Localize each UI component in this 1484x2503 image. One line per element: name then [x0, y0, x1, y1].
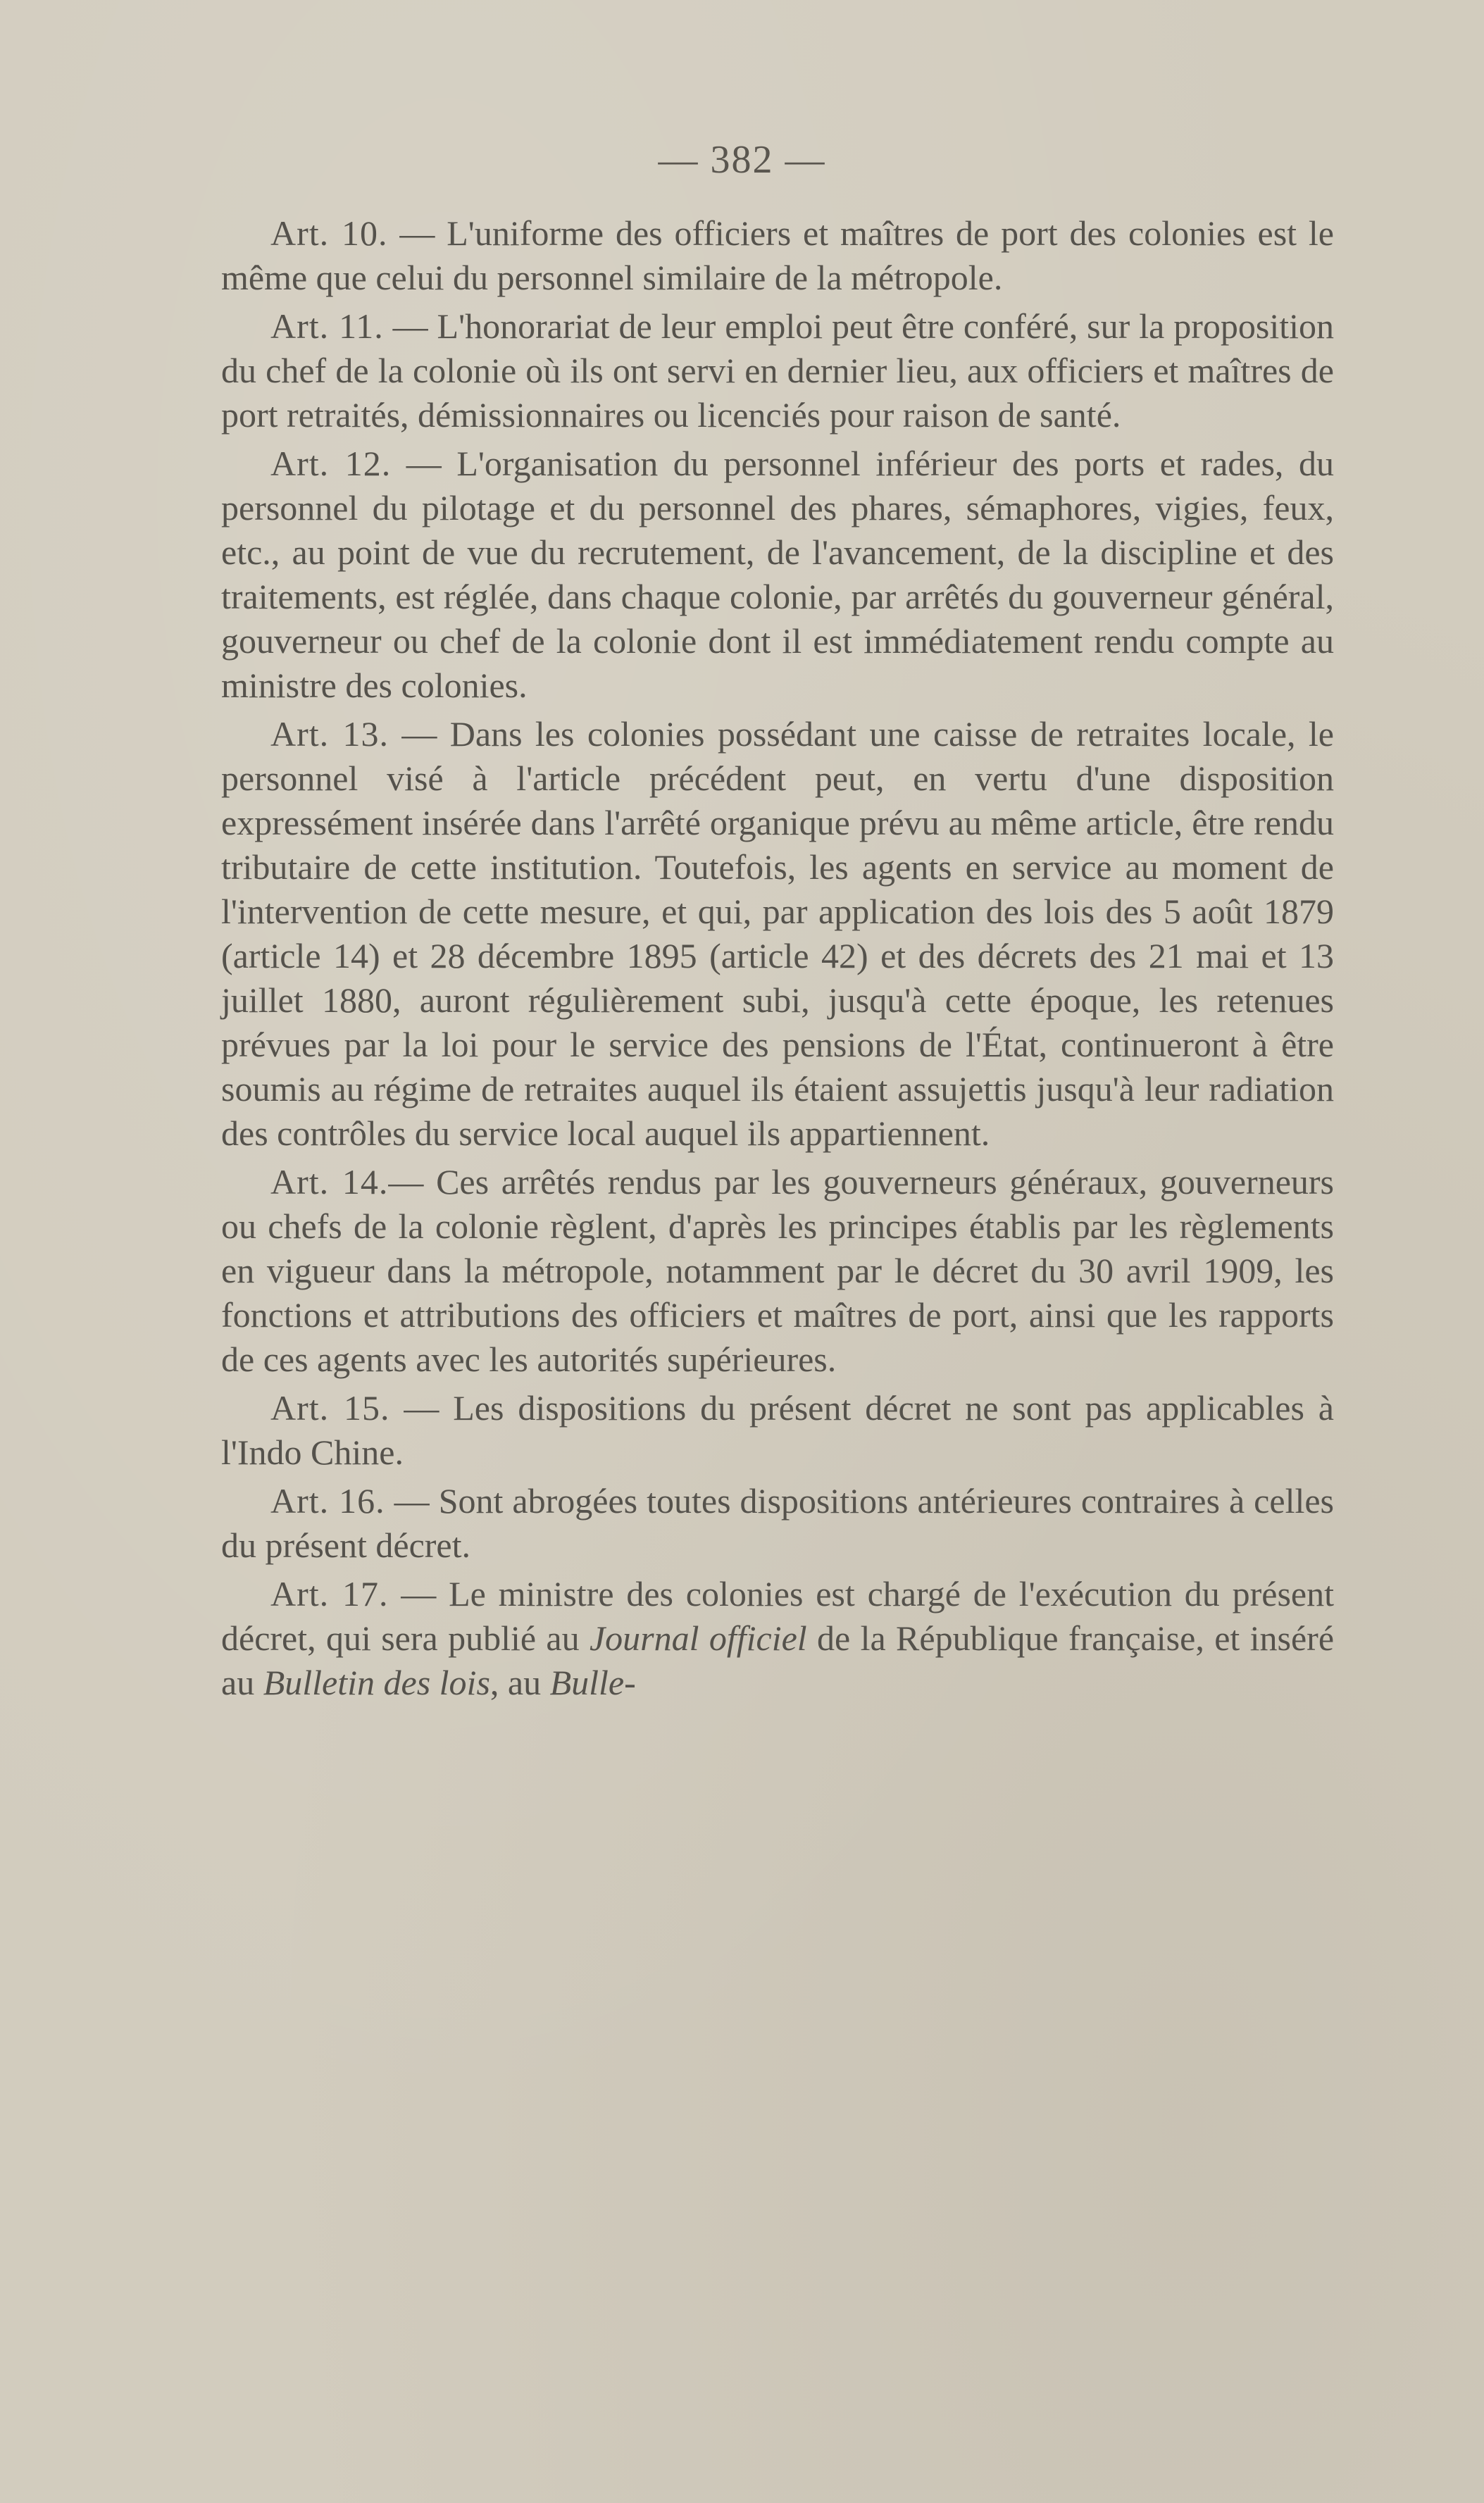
article-11 — [221, 304, 1334, 437]
article-label: Art. 14. — [270, 1162, 389, 1201]
article-16 — [221, 1479, 1334, 1568]
article-label: Art. 16. — [270, 1481, 385, 1521]
article-body: — Dans les colonies possédant une caisse de retraites locale, le personnel visé à l'article précédent peut, en vertu d'une disposition expressément insérée dans l'arrêté organique prévu au même article, être rendu tributaire de cette institution. Toutefois, les agents en service au moment de l'intervention de cette mesure, et qui, par application des lois des 5 août 1879 (article 14) et 28 décembre 1895 (article 42) et des décrets des 21 mai et 13 juillet 1880, auront régulièrement subi, jusqu'à cette époque, les retenues prévues par la loi pour le service des pensions de l'État, continueront à être soumis au régime de retraites auquel ils étaient assujettis jusqu'à leur radiation des contrôles du service local auquel ils appartiennent. — [221, 714, 1334, 1153]
article-15 — [221, 1386, 1334, 1475]
article-body: — L'organisation du personnel inférieur des ports et rades, du personnel du pilotage et du personnel des phares, sémaphores, vigies, feux, etc., au point de vue du recrutement, de l'avancement, de la discipline et des traitements, est réglée, dans chaque colonie, par arrêtés du gouverneur général, gouverneur ou chef de la colonie dont il est immédiatement rendu compte au ministre des colonies. — [221, 444, 1335, 705]
article-body: de la République française, et inséré au — [221, 1618, 1335, 1702]
article-label: Art. 10. — [270, 213, 388, 253]
article-13 — [221, 712, 1334, 1156]
article-body: — Les dispositions du présent décret ne sont pas applicables à l'Indo Chine. — [221, 1388, 1334, 1472]
article-body: — Le ministre des colonies est chargé de l'exécution du présent décret, qui sera publié au — [221, 1574, 1334, 1658]
article-17 — [221, 1572, 1334, 1705]
decree-text — [221, 211, 1334, 1709]
article-body: — Ces arrêtés rendus par les gouverneurs généraux, gouverneurs ou chefs de la colonie règlent, d'après les principes établis par les règlements en vigueur dans la métropole, notamment par le décret du 30 avril 1909, les fonctions et attributions des officiers et maîtres de port, ainsi que les rapports de ces agents avec les autorités supérieures. — [221, 1162, 1334, 1379]
article-label: Art. 15. — [270, 1388, 390, 1428]
article-label: Art. 17. — [270, 1574, 389, 1613]
page-number: — 382 — — [658, 138, 826, 182]
article-body: — L'uniforme des officiers et maîtres de port des colonies est le même que celui du personnel similaire de la métropole. — [221, 213, 1334, 297]
article-body: , au — [490, 1663, 550, 1702]
article-label: Art. 11. — [270, 306, 384, 346]
article-10 — [221, 211, 1334, 300]
article-body: — Sont abrogées toutes dispositions antérieures contraires à celles du présent décret. — [221, 1481, 1334, 1565]
article-label: Art. 12. — [270, 444, 392, 483]
article-14 — [221, 1160, 1334, 1382]
article-12 — [221, 442, 1334, 708]
bulletin-truncated-title: Bulle- — [549, 1663, 636, 1702]
article-body: — L'honorariat de leur emploi peut être conféré, sur la proposition du chef de la colonie où ils ont servi en dernier lieu, aux officiers et maîtres de port retraités, démissionnaires ou licenciés pour raison de santé. — [221, 306, 1334, 435]
bulletin-des-lois-title: Bulletin des lois — [263, 1663, 490, 1702]
article-label: Art. 13. — [270, 714, 389, 754]
journal-officiel-title: Journal officiel — [589, 1618, 807, 1658]
